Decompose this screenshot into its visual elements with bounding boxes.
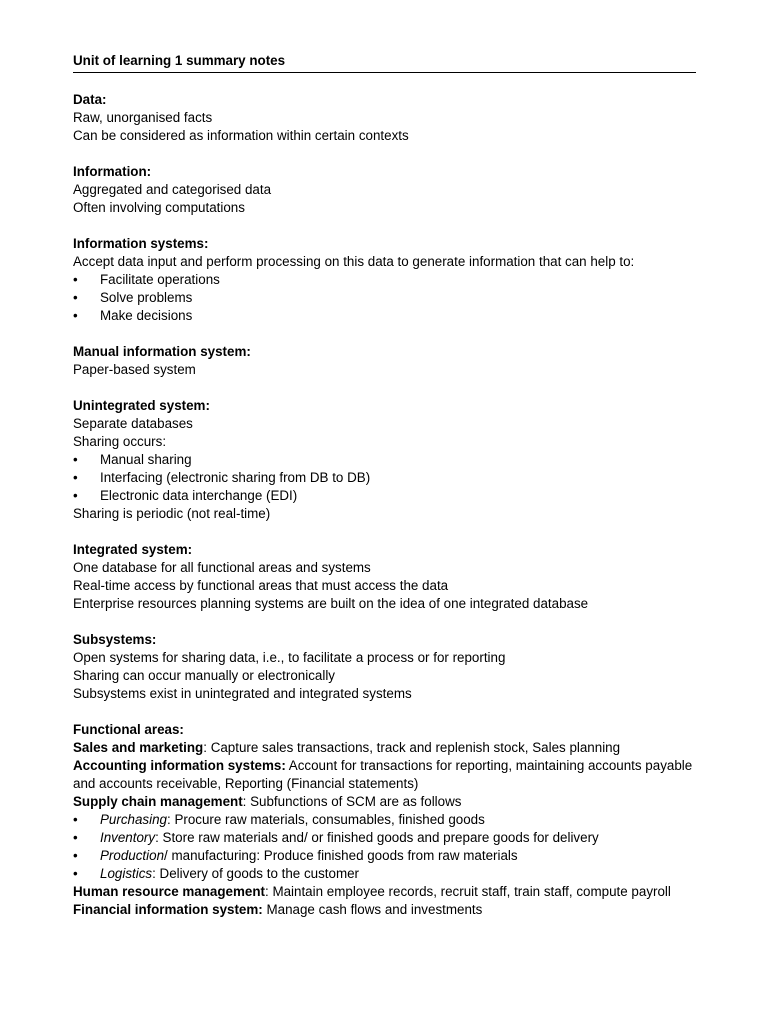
- bullet-icon: •: [73, 290, 78, 305]
- section-subsystems: [73, 631, 696, 703]
- list-item: • Inventory: Store raw materials and/ or finished goods and prepare goods for delivery: [73, 830, 599, 845]
- section-line: Often involving computations: [73, 200, 245, 215]
- section-heading: Integrated system:: [73, 542, 193, 557]
- title-rule: [73, 52, 696, 73]
- section-line: Raw, unorganised facts: [73, 110, 213, 125]
- section-line: Accept data input and perform processing on this data to generate information that can help to:: [73, 254, 635, 269]
- list-item: • Production/ manufacturing: Produce finished goods from raw materials: [73, 848, 518, 863]
- bullet-icon: •: [73, 812, 78, 827]
- bullet-icon: •: [73, 848, 78, 863]
- section-heading: Subsystems:: [73, 632, 157, 647]
- bullet-icon: •: [73, 470, 78, 485]
- list-item: • Electronic data interchange (EDI): [73, 488, 298, 503]
- section-heading: Functional areas:: [73, 722, 184, 737]
- section-line: Separate databases: [73, 416, 193, 431]
- list-item: • Interfacing (electronic sharing from DB to DB): [73, 470, 371, 485]
- list-item: • Manual sharing: [73, 452, 192, 467]
- section-line: Subsystems exist in unintegrated and integrated systems: [73, 686, 412, 701]
- section-functional-areas: [73, 721, 696, 919]
- functional-area-hr: Human resource management: Maintain employee records, recruit staff, train staff, compute payroll: [73, 884, 671, 899]
- section-unintegrated-system: [73, 397, 696, 523]
- section-line: Open systems for sharing data, i.e., to facilitate a process or for reporting: [73, 650, 506, 665]
- section-line: Aggregated and categorised data: [73, 182, 272, 197]
- section-line: Paper-based system: [73, 362, 196, 377]
- bullet-icon: •: [73, 272, 78, 287]
- section-heading: Data:: [73, 92, 107, 107]
- bullet-icon: •: [73, 866, 78, 881]
- section-heading: Manual information system:: [73, 344, 251, 359]
- functional-area-scm: Supply chain management: Subfunctions of SCM are as follows: [73, 794, 462, 809]
- section-heading: Information systems:: [73, 236, 209, 251]
- section-data: [73, 91, 696, 145]
- section-manual-information-system: [73, 343, 696, 379]
- bullet-icon: •: [73, 830, 78, 845]
- section-line: One database for all functional areas and systems: [73, 560, 371, 575]
- document-title: Unit of learning 1 summary notes: [73, 53, 286, 68]
- bullet-icon: •: [73, 308, 78, 323]
- bullet-icon: •: [73, 488, 78, 503]
- section-information: [73, 163, 696, 217]
- section-line: Sharing occurs:: [73, 434, 167, 449]
- section-heading: Information:: [73, 164, 152, 179]
- list-item: • Make decisions: [73, 308, 193, 323]
- functional-area-sales: Sales and marketing: Capture sales transactions, track and replenish stock, Sales planning: [73, 740, 621, 755]
- section-line: Sharing is periodic (not real-time): [73, 506, 271, 521]
- list-item: • Facilitate operations: [73, 272, 220, 287]
- section-information-systems: [73, 235, 696, 325]
- list-item: • Solve problems: [73, 290, 193, 305]
- list-item: • Logistics: Delivery of goods to the customer: [73, 866, 360, 881]
- list-item: • Purchasing: Procure raw materials, consumables, finished goods: [73, 812, 485, 827]
- section-integrated-system: [73, 541, 696, 613]
- functional-area-accounting: Accounting information systems: Account for transactions for reporting, maintaining accounts payable and accounts receivable, Reporting (Financial statements): [73, 758, 693, 791]
- section-line: Enterprise resources planning systems are built on the idea of one integrated database: [73, 596, 589, 611]
- document-body: [73, 52, 696, 919]
- section-line: Sharing can occur manually or electronically: [73, 668, 335, 683]
- section-line: Real-time access by functional areas that must access the data: [73, 578, 449, 593]
- section-heading: Unintegrated system:: [73, 398, 210, 413]
- section-line: Can be considered as information within certain contexts: [73, 128, 409, 143]
- functional-area-financial: Financial information system: Manage cash flows and investments: [73, 902, 483, 917]
- bullet-icon: •: [73, 452, 78, 467]
